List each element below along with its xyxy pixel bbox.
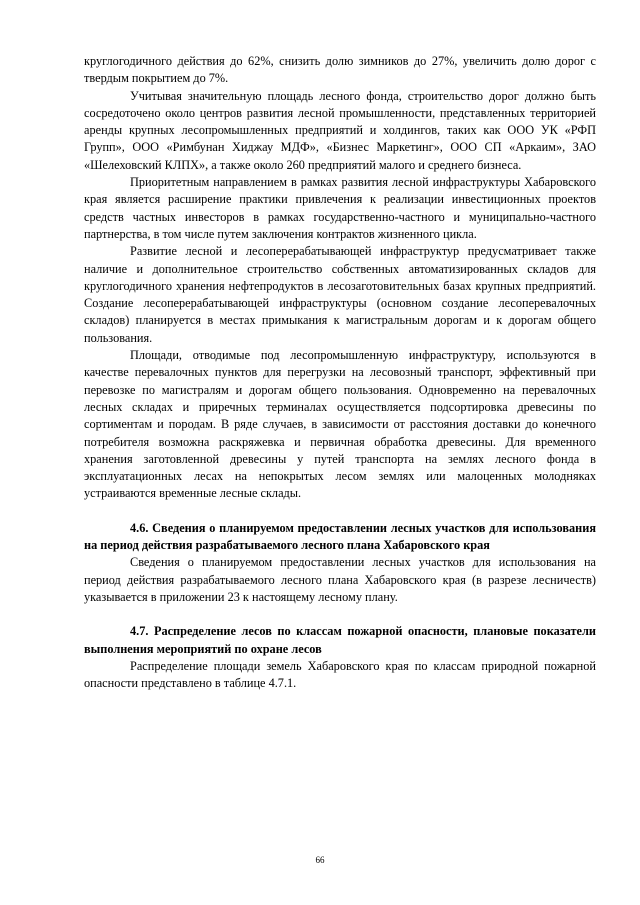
paragraph-transshipment-areas: Площади, отводимые под лесопромышленную инфраструктуру, используются в качестве перевалочных пунктов для перегрузки на лесовозный транспорт, эффективный при перевозке по магистралям и дорогам общего пользования. Одновременно на перевалочных лесных складах и приречных терминалах осуществляется подсортировка древесины по сортиментам и породам. В ряде случаев, в зависимости от расстояния доставки до конечного потребителя возможна раскряжевка и первичная обработка древесины. Для временного хранения заготовленной древесины у путей транспорта на землях лесного фонда в эксплуатационных лесах на непокрытых лесом землях или малоценных молодняках устраиваются временные лесные склады. bbox=[84, 348, 596, 501]
document-page bbox=[84, 53, 596, 692]
section-heading-4-7: 4.7. Распределение лесов по классам пожарной опасности, плановые показатели выполнения мероприятий по охране лесов bbox=[84, 624, 596, 656]
page-number: 66 bbox=[315, 855, 325, 865]
paragraph-continuation: круглогодичного действия до 62%, снизить долю зимников до 27%, увеличить долю дорог с твердым покрытием до 7%. bbox=[84, 54, 596, 86]
section-heading-4-6: 4.6. Сведения о планируемом предоставлении лесных участков для использования на период действия разрабатываемого лесного плана Хабаровского края bbox=[84, 520, 596, 553]
section-body-4-7: Распределение площади земель Хабаровского края по классам природной пожарной опасности представлено в таблице 4.7.1. bbox=[84, 658, 596, 691]
paragraph-infrastructure-development: Развитие лесной и лесоперерабатывающей инфраструктур предусматривает также наличие и дополнительное строительство собственных автоматизированных складов для круглогодичного хранения нефтепродуктов в лесозаготовительных базах крупных предприятий. Создание лесоперерабатывающей инфраструктуры (основном создание лесоперевалочных складов) планируется в местах примыкания к магистральным дорогам и к дорогам общего пользования. bbox=[84, 244, 596, 345]
paragraph-priority-direction: Приоритетным направлением в рамках развития лесной инфраструктуры Хабаровского края является расширение практики привлечения к реализации инвестиционных проектов средств частных инвесторов в рамках государственно-частного и муниципально-частного партнерства, в том числе путем заключения контрактов жизненного цикла. bbox=[84, 175, 596, 241]
paragraph-road-construction: Учитывая значительную площадь лесного фонда, строительство дорог должно быть сосредоточено около центров развития лесной промышленности, представленных территорией аренды крупных лесопромышленных предприятий и холдингов, таких как ООО УК «РФП Групп», ООО «Римбунан Хиджау МДФ», «Бизнес Маркетинг», ООО СП «Аркаим», ЗАО «Шелеховский КЛПХ», а также около 260 предприятий малого и среднего бизнеса. bbox=[84, 88, 596, 172]
section-spacer bbox=[84, 503, 596, 520]
section-body-4-6: Сведения о планируемом предоставлении лесных участков для использования на период действия разрабатываемого лесного плана Хабаровского края (в разрезе лесничеств) указывается в приложении 23 к настоящему лесному плану. bbox=[84, 555, 596, 604]
section-spacer bbox=[84, 606, 596, 623]
